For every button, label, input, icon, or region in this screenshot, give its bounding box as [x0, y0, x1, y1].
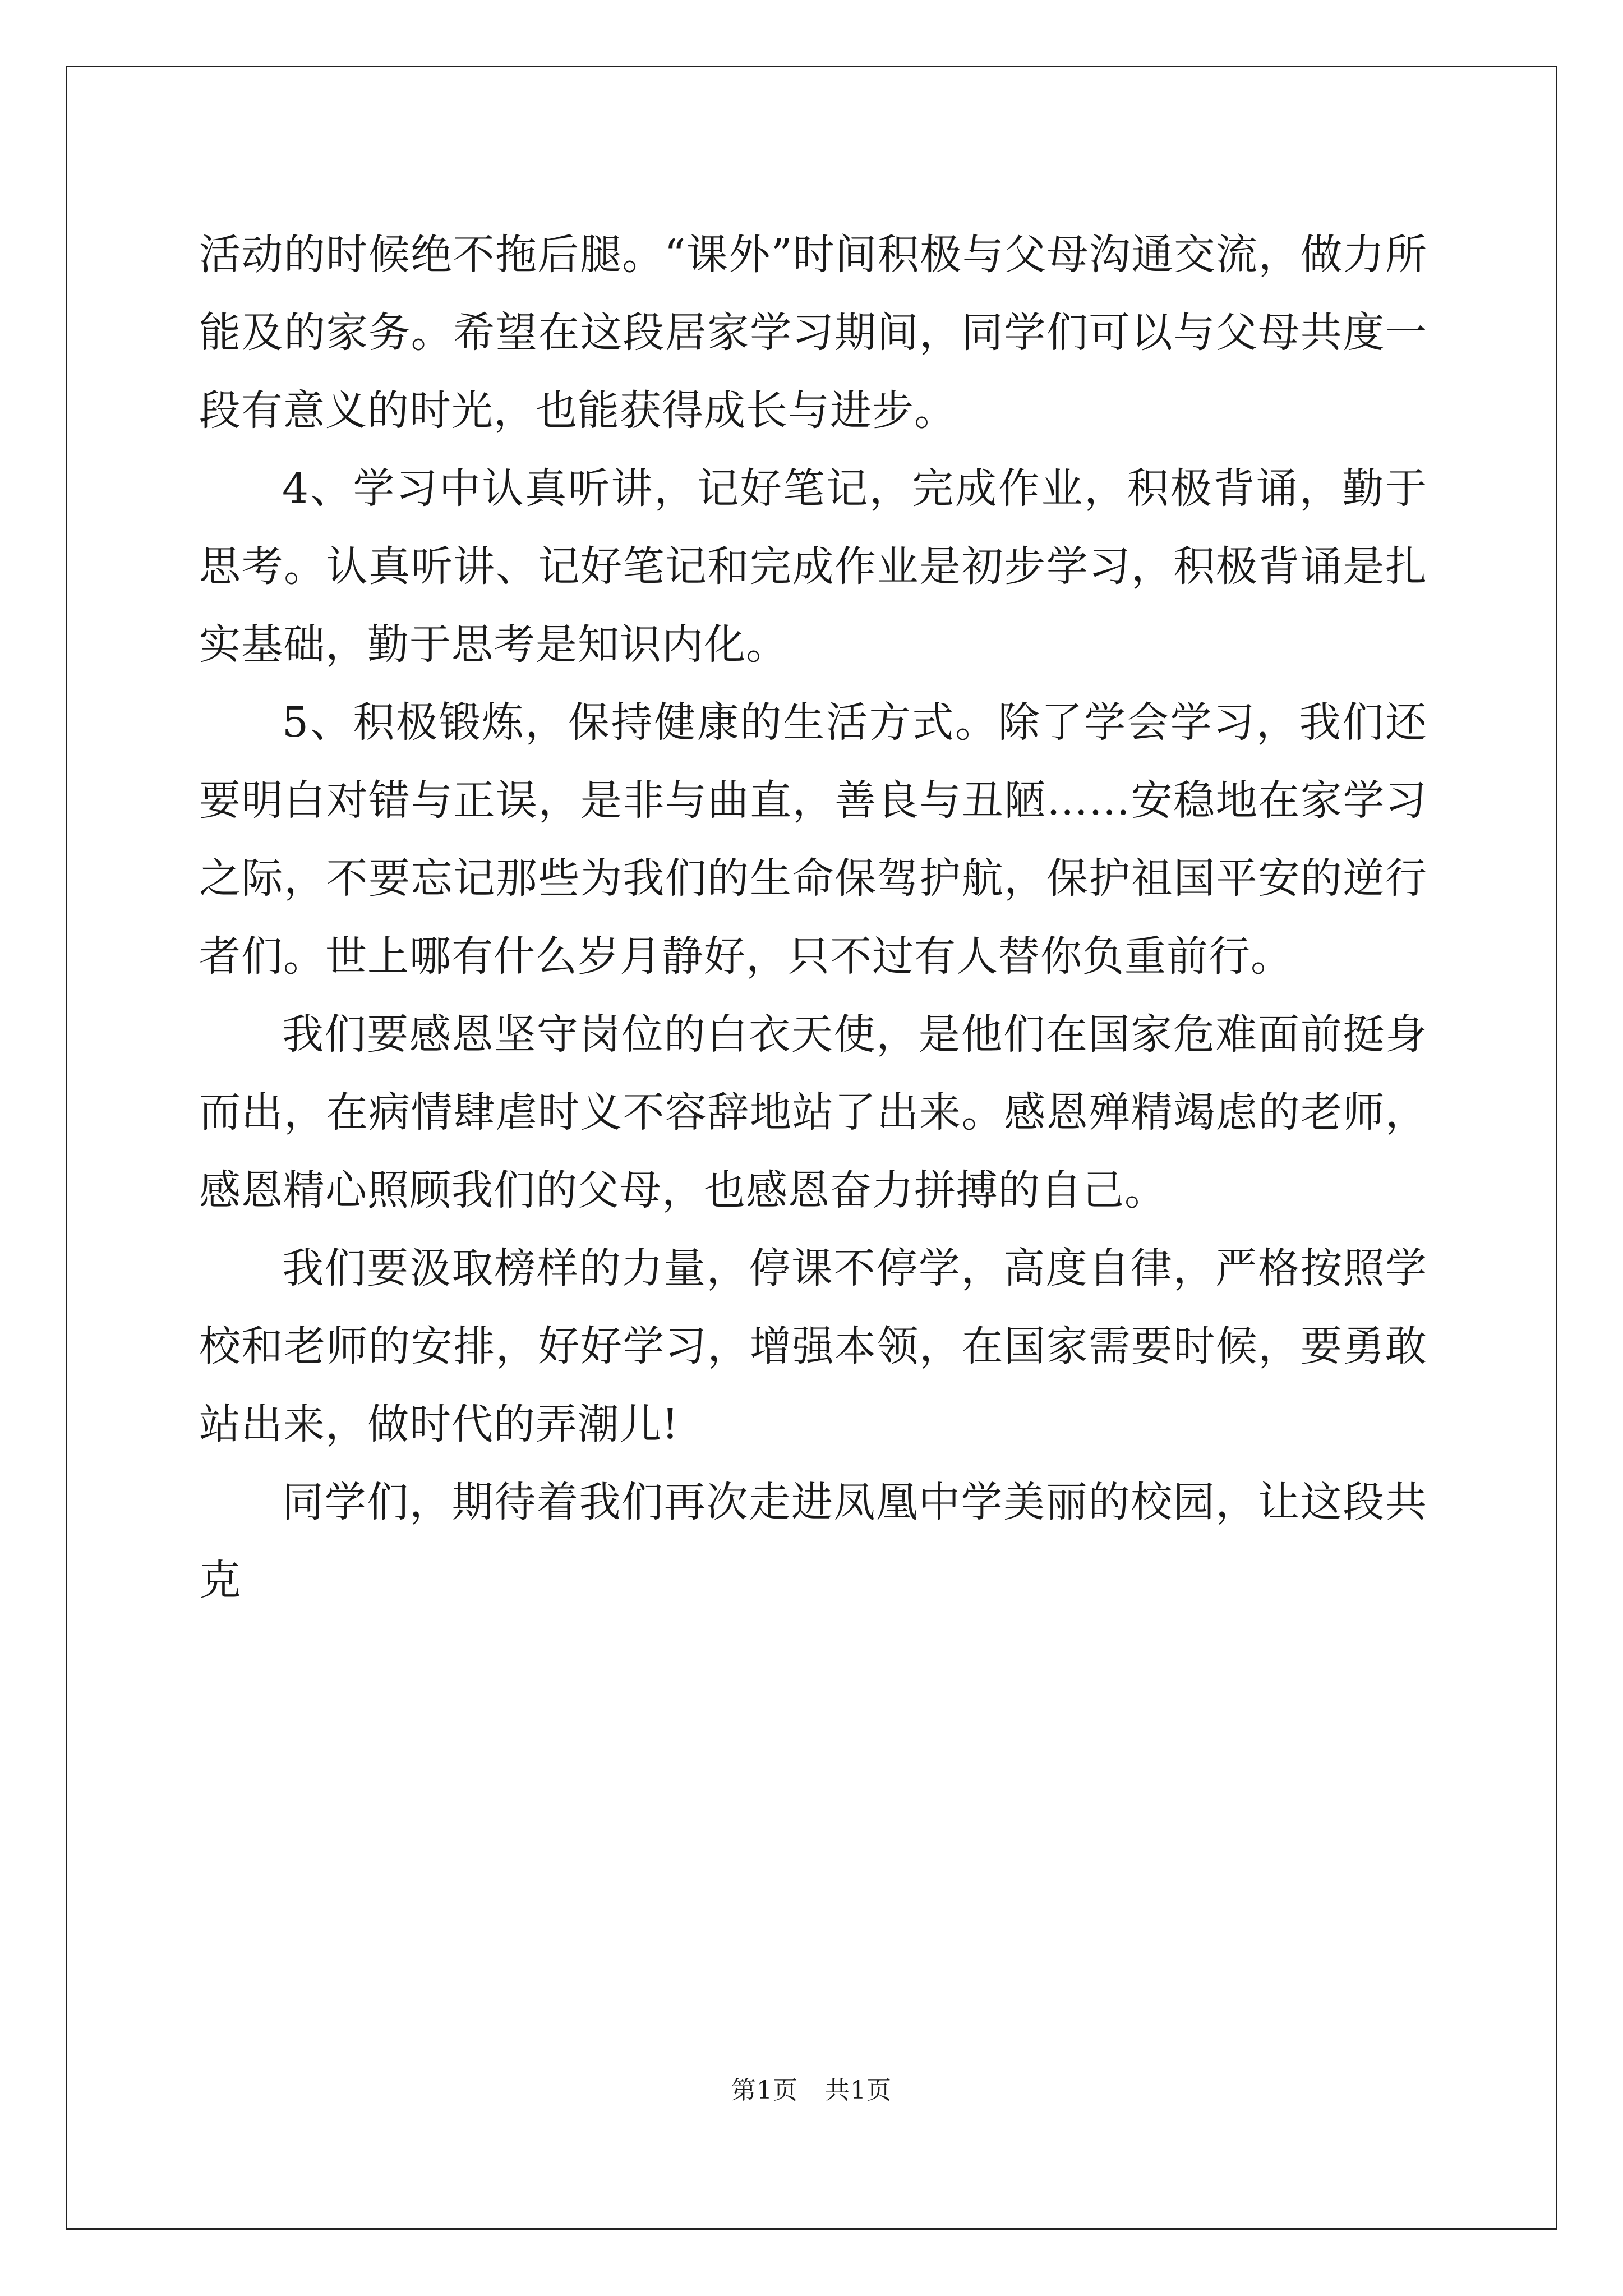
paragraph-item-4: 4、学习中认真听讲，记好笔记，完成作业，积极背诵，勤于思考。认真听讲、记好笔记和完成作业是初步学习，积极背诵是扎实基础，勤于思考是知识内化。	[199, 464, 1427, 669]
paragraph-continuation: 活动的时候绝不拖后腿。“课外”时间积极与父母沟通交流，做力所能及的家务。希望在这段居家学习期间，同学们可以与父母共度一段有意义的时光，也能获得成长与进步。	[199, 231, 1427, 435]
paragraph-item-5: 5、积极锻炼，保持健康的生活方式。除了学会学习，我们还要明白对错与正误，是非与曲直，善良与丑陋……安稳地在家学习之际，不要忘记那些为我们的生命保驾护航，保护祖国平安的逆行者们。世上哪有什么岁月静好，只不过有人替你负重前行。	[199, 698, 1427, 981]
document-body	[199, 216, 1427, 1619]
page-number-current: 第1页	[731, 2076, 798, 2105]
page-footer	[0, 2074, 1623, 2108]
paragraph-role-models: 我们要汲取榜样的力量，停课不停学，高度自律，严格按照学校和老师的安排，好好学习，增强本领，在国家需要时候，要勇敢站出来，做时代的弄潮儿!	[199, 1244, 1427, 1448]
paragraph-gratitude: 我们要感恩坚守岗位的白衣天使，是他们在国家危难面前挺身而出，在病情肆虐时义不容辞地站了出来。感恩殚精竭虑的老师，感恩精心照顾我们的父母，也感恩奋力拼搏的自己。	[199, 1010, 1427, 1214]
paragraph-closing: 同学们，期待着我们再次走进凤凰中学美丽的校园，让这段共克	[199, 1478, 1427, 1604]
page-number-total: 共1页	[825, 2076, 892, 2105]
